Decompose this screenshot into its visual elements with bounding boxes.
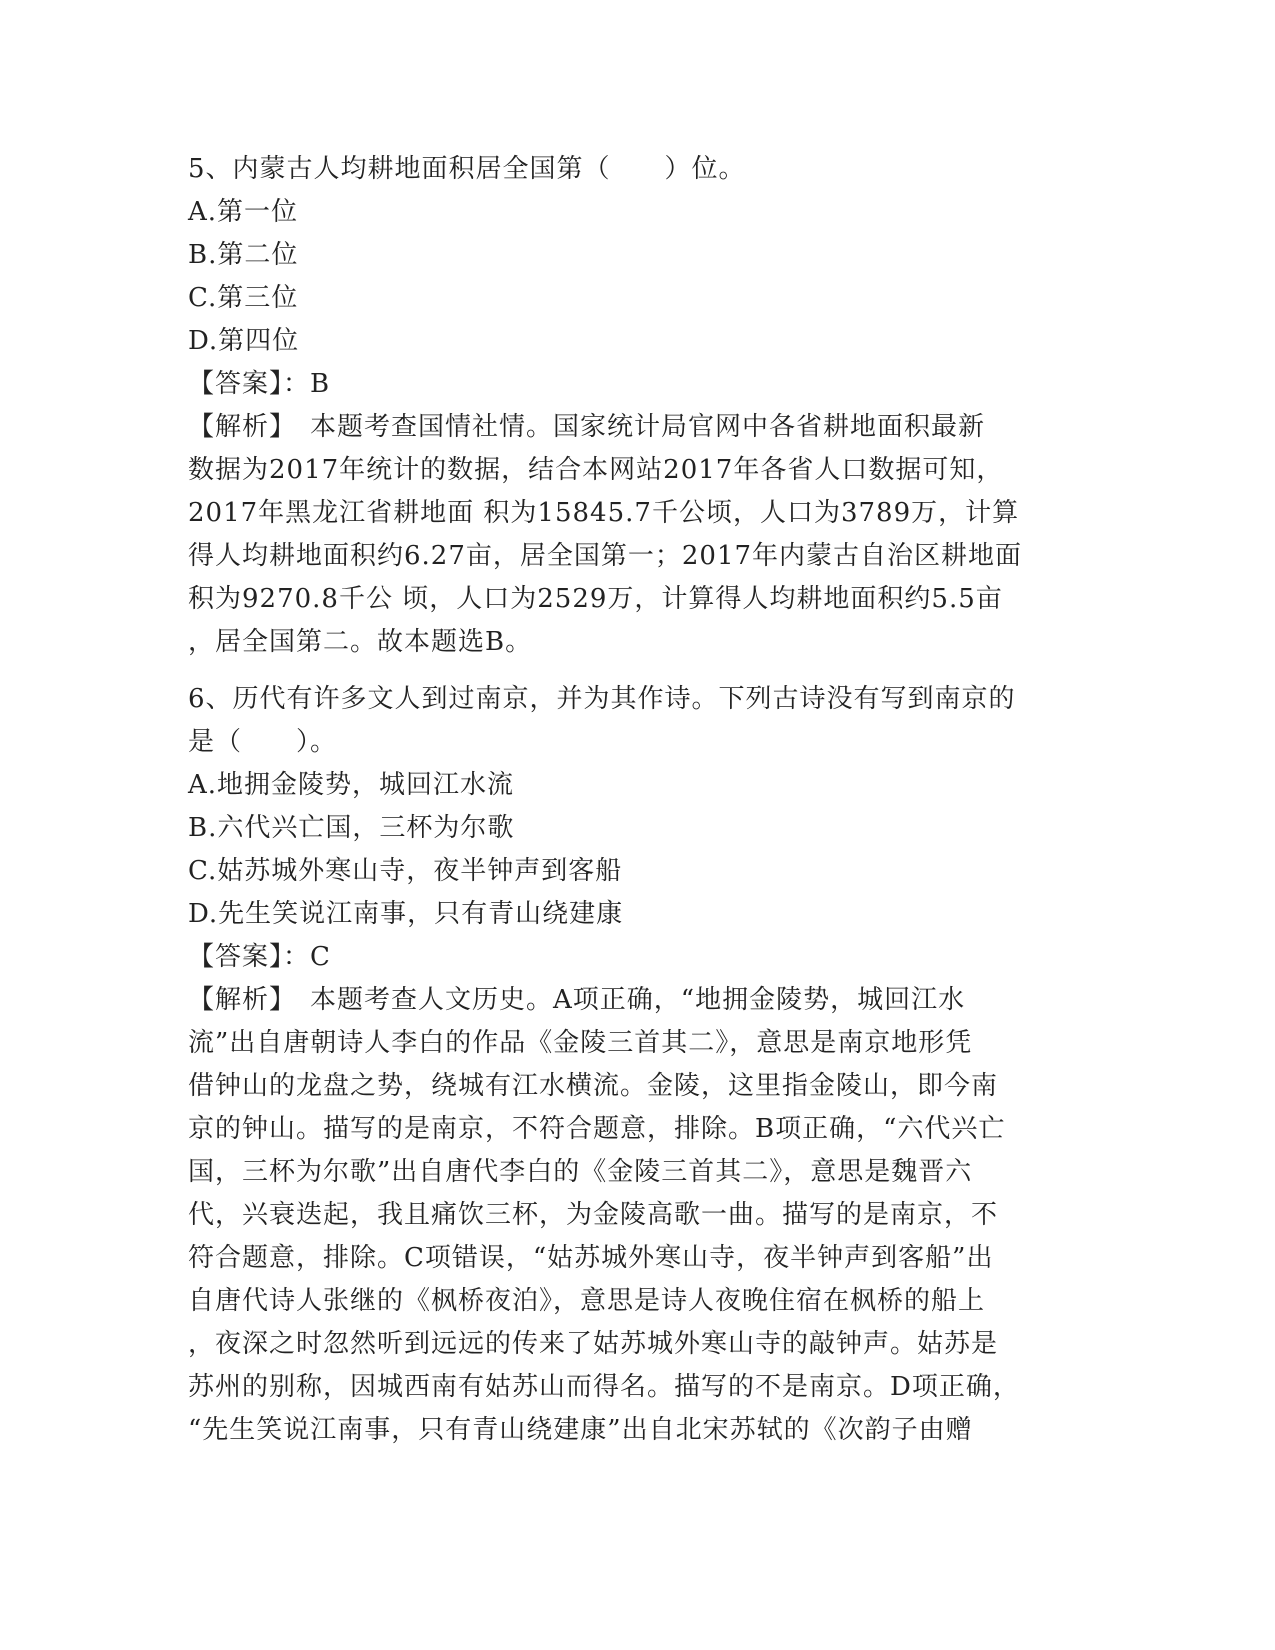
analysis-line: “先生笑说江南事，只有青山绕建康”出自北宋苏轼的《次韵子由赠 — [188, 1415, 973, 1445]
analysis-line: ，居全国第二。故本题选B。 — [188, 627, 533, 657]
option-d: D.先生笑说江南事，只有青山绕建康 — [188, 899, 624, 929]
option-d: D.第四位 — [188, 326, 300, 356]
question-text: 5、内蒙古人均耕地面积居全国第（ ）位。 — [188, 154, 746, 184]
answer-line: 【答案】：B — [188, 369, 331, 399]
analysis-line: 得人均耕地面积约6.27亩，居全国第一；2017年内蒙古自治区耕地面 — [188, 541, 1023, 571]
analysis-line: 2017年黑龙江省耕地面 积为15845.7千公顷，人口为3789万，计算 — [188, 498, 1020, 528]
analysis-line: 数据为2017年统计的数据，结合本网站2017年各省人口数据可知， — [188, 455, 1004, 485]
option-a: A.地拥金陵势，城回江水流 — [188, 770, 515, 800]
option-b: B.第二位 — [188, 240, 299, 270]
analysis-line: ，夜深之时忽然听到远远的传来了姑苏城外寒山寺的敲钟声。姑苏是 — [188, 1329, 999, 1359]
option-b: B.六代兴亡国，三杯为尔歌 — [188, 813, 515, 843]
option-c: C.第三位 — [188, 283, 299, 313]
answer-line: 【答案】：C — [188, 942, 331, 972]
analysis-line: 国，三杯为尔歌”出自唐代李白的《金陵三首其二》，意思是魏晋六 — [188, 1157, 973, 1187]
analysis-line: 京的钟山。描写的是南京，不符合题意，排除。B项正确，“六代兴亡 — [188, 1114, 1006, 1144]
analysis-line: 积为9270.8千公 顷，人口为2529万，计算得人均耕地面积约5.5亩 — [188, 584, 1003, 614]
question-6 — [188, 678, 1088, 1452]
analysis-line: 苏州的别称，因城西南有姑苏山而得名。描写的不是南京。D项正确， — [188, 1372, 1020, 1402]
analysis-line: 流”出自唐朝诗人李白的作品《金陵三首其二》，意思是南京地形凭 — [188, 1028, 973, 1058]
analysis-line: 【解析】 本题考查国情社情。国家统计局官网中各省耕地面积最新 — [188, 412, 986, 442]
analysis-line: 自唐代诗人张继的《枫桥夜泊》，意思是诗人夜晚住宿在枫桥的船上 — [188, 1286, 986, 1316]
section-gap — [188, 664, 1088, 678]
analysis-line: 【解析】 本题考查人文历史。A项正确，“地拥金陵势，城回江水 — [188, 985, 966, 1015]
analysis-line: 符合题意，排除。C项错误，“姑苏城外寒山寺，夜半钟声到客船”出 — [188, 1243, 994, 1273]
question-text: 6、历代有许多文人到过南京，并为其作诗。下列古诗没有写到南京的 — [188, 684, 1016, 714]
option-c: C.姑苏城外寒山寺，夜半钟声到客船 — [188, 856, 623, 886]
option-a: A.第一位 — [188, 197, 299, 227]
question-text: 是（ ）。 — [188, 727, 338, 757]
analysis-line: 代，兴衰迭起，我且痛饮三杯，为金陵高歌一曲。描写的是南京，不 — [188, 1200, 999, 1230]
document-page — [188, 148, 1088, 1452]
analysis-line: 借钟山的龙盘之势，绕城有江水横流。金陵，这里指金陵山，即今南 — [188, 1071, 999, 1101]
question-5 — [188, 148, 1088, 664]
